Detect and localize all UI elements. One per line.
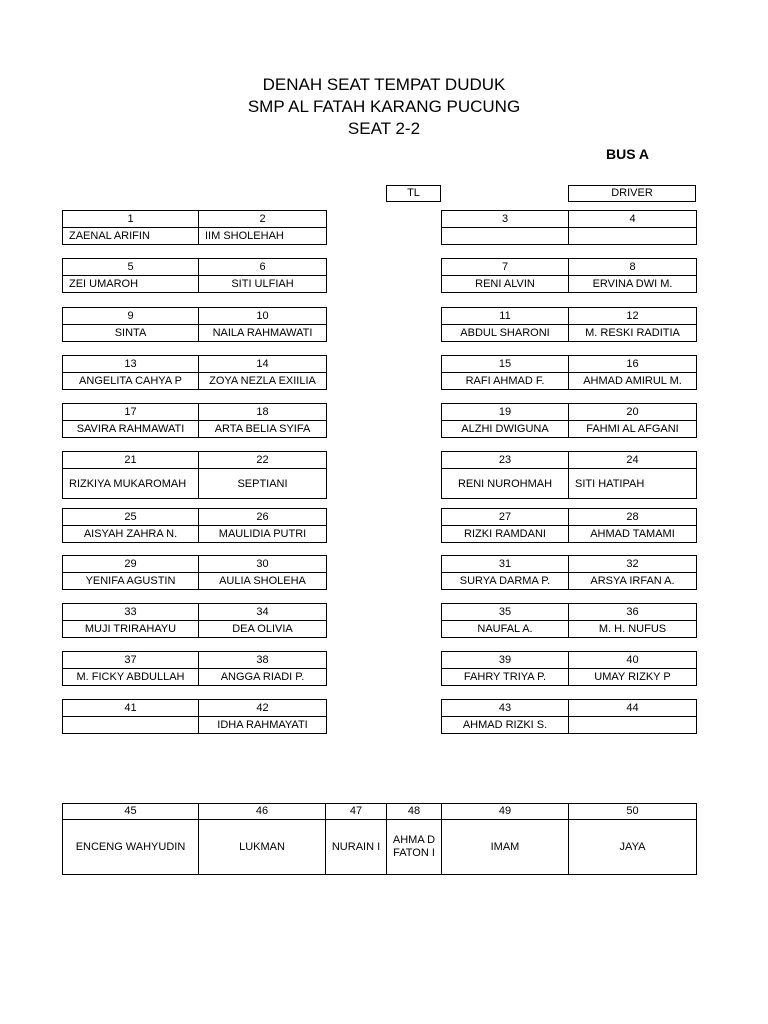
seat-name: ANGELITA CAHYA P	[63, 373, 199, 390]
seat-name: RIZKIYA MUKAROMAH	[63, 469, 199, 499]
seat-pair-left	[62, 603, 327, 638]
seat-number: 23	[442, 452, 569, 469]
seat-number: 24	[569, 452, 697, 469]
seat-number: 35	[442, 604, 569, 621]
doc-title-line2: SMP AL FATAH KARANG PUCUNG	[247, 97, 521, 116]
seat-name: ARSYA IRFAN A.	[569, 573, 697, 590]
back-row	[62, 803, 697, 875]
seat-number: 39	[442, 652, 569, 669]
seat-name: MAULIDIA PUTRI	[199, 526, 327, 543]
seat-name: AHMA D FATON I	[387, 820, 442, 875]
seat-number: 10	[199, 308, 327, 325]
seat-pair-right	[441, 508, 697, 543]
seat-name: ANGGA RIADI P.	[199, 669, 327, 686]
seat-name: FAHRY TRIYA P.	[442, 669, 569, 686]
seat-number: 41	[63, 700, 199, 717]
seat-number: 31	[442, 556, 569, 573]
seat-name: M. FICKY ABDULLAH	[63, 669, 199, 686]
seat-pair-left	[62, 651, 327, 686]
seat-number: 42	[199, 700, 327, 717]
seat-name: IIM SHOLEHAH	[199, 228, 327, 245]
seat-name	[569, 717, 697, 734]
seat-name: RENI ALVIN	[442, 276, 569, 293]
seat-name: NAUFAL A.	[442, 621, 569, 638]
seat-number: 40	[569, 652, 697, 669]
seat-name: M. RESKI RADITIA	[569, 325, 697, 342]
seat-name: AHMAD TAMAMI	[569, 526, 697, 543]
seat-name: SINTA	[63, 325, 199, 342]
seat-number: 12	[569, 308, 697, 325]
seat-number: 46	[199, 804, 326, 820]
seat-pair-right	[441, 210, 697, 245]
seat-number: 27	[442, 509, 569, 526]
seat-name: NAILA RAHMAWATI	[199, 325, 327, 342]
seat-number: 25	[63, 509, 199, 526]
seat-number: 50	[569, 804, 697, 820]
seat-number: 13	[63, 356, 199, 373]
seat-number: 43	[442, 700, 569, 717]
seat-name: ALZHI DWIGUNA	[442, 421, 569, 438]
driver-seat: DRIVER	[568, 185, 696, 202]
seat-pair-left	[62, 307, 327, 342]
seat-number: 48	[387, 804, 442, 820]
seat-number: 29	[63, 556, 199, 573]
seat-name: ZOYA NEZLA EXIILIA	[199, 373, 327, 390]
seat-name: LUKMAN	[199, 820, 326, 875]
seat-name: AHMAD RIZKI S.	[442, 717, 569, 734]
seat-name: RAFI AHMAD F.	[442, 373, 569, 390]
seat-name: YENIFA AGUSTIN	[63, 573, 199, 590]
seat-pair-right	[441, 699, 697, 734]
doc-title-line3: SEAT 2-2	[347, 119, 421, 138]
seat-number: 4	[569, 211, 697, 228]
seat-pair-left	[62, 555, 327, 590]
seat-pair-right	[441, 307, 697, 342]
seat-pair-right	[441, 651, 697, 686]
seat-name: SURYA DARMA P.	[442, 573, 569, 590]
seat-name: M. H. NUFUS	[569, 621, 697, 638]
seat-number: 5	[63, 259, 199, 276]
seat-name: JAYA	[569, 820, 697, 875]
tl-seat: TL	[386, 185, 441, 202]
seat-number: 21	[63, 452, 199, 469]
seat-number: 37	[63, 652, 199, 669]
seat-number: 47	[326, 804, 387, 820]
seat-name: ZAENAL ARIFIN	[63, 228, 199, 245]
seat-number: 8	[569, 259, 697, 276]
seat-name: ENCENG WAHYUDIN	[63, 820, 199, 875]
seat-number: 15	[442, 356, 569, 373]
seat-number: 6	[199, 259, 327, 276]
seat-name: SEPTIANI	[199, 469, 327, 499]
seat-number: 45	[63, 804, 199, 820]
seat-name: DEA OLIVIA	[199, 621, 327, 638]
seat-name	[569, 228, 697, 245]
seat-number: 19	[442, 404, 569, 421]
seat-pair-left	[62, 403, 327, 438]
seat-pair-right	[441, 403, 697, 438]
seat-number: 49	[442, 804, 569, 820]
seat-name: RENI NUROHMAH	[442, 469, 569, 499]
seat-name: IDHA RAHMAYATI	[199, 717, 327, 734]
seat-pair-right	[441, 355, 697, 390]
seat-name: MUJI TRIRAHAYU	[63, 621, 199, 638]
seat-number: 44	[569, 700, 697, 717]
seat-name: SITI HATIPAH	[569, 469, 697, 499]
seat-pair-left	[62, 210, 327, 245]
seat-number: 18	[199, 404, 327, 421]
seat-name	[442, 228, 569, 245]
seat-pair-left	[62, 451, 327, 499]
seat-number: 1	[63, 211, 199, 228]
doc-title-line1: DENAH SEAT TEMPAT DUDUK	[262, 75, 506, 94]
seat-number: 17	[63, 404, 199, 421]
seat-number: 38	[199, 652, 327, 669]
seat-name	[63, 717, 199, 734]
seat-number: 2	[199, 211, 327, 228]
seat-number: 11	[442, 308, 569, 325]
seat-pair-left	[62, 258, 327, 293]
seat-name: SAVIRA RAHMAWATI	[63, 421, 199, 438]
seat-name: ABDUL SHARONI	[442, 325, 569, 342]
bus-label: BUS A	[606, 146, 650, 162]
seat-name: ERVINA DWI M.	[569, 276, 697, 293]
seat-number: 14	[199, 356, 327, 373]
seat-name: SITI ULFIAH	[199, 276, 327, 293]
seat-name: ARTA BELIA SYIFA	[199, 421, 327, 438]
seat-number: 20	[569, 404, 697, 421]
seat-number: 36	[569, 604, 697, 621]
seat-number: 9	[63, 308, 199, 325]
seat-number: 30	[199, 556, 327, 573]
seat-name: NURAIN I	[326, 820, 387, 875]
seat-pair-left	[62, 508, 327, 543]
seat-number: 32	[569, 556, 697, 573]
seat-number: 16	[569, 356, 697, 373]
seat-pair-left	[62, 355, 327, 390]
seat-number: 22	[199, 452, 327, 469]
seat-number: 33	[63, 604, 199, 621]
seat-number: 26	[199, 509, 327, 526]
seat-name: AULIA SHOLEHA	[199, 573, 327, 590]
seat-name: UMAY RIZKY P	[569, 669, 697, 686]
seat-name: IMAM	[442, 820, 569, 875]
seat-pair-right	[441, 258, 697, 293]
seat-name: FAHMI AL AFGANI	[569, 421, 697, 438]
seat-number: 3	[442, 211, 569, 228]
seat-name: RIZKI RAMDANI	[442, 526, 569, 543]
seat-pair-left	[62, 699, 327, 734]
seat-number: 7	[442, 259, 569, 276]
seat-pair-right	[441, 451, 697, 499]
seat-pair-right	[441, 603, 697, 638]
seat-name: AHMAD AMIRUL M.	[569, 373, 697, 390]
seat-name: AISYAH ZAHRA N.	[63, 526, 199, 543]
seat-name: ZEI UMAROH	[63, 276, 199, 293]
seat-pair-right	[441, 555, 697, 590]
seat-number: 28	[569, 509, 697, 526]
seat-number: 34	[199, 604, 327, 621]
